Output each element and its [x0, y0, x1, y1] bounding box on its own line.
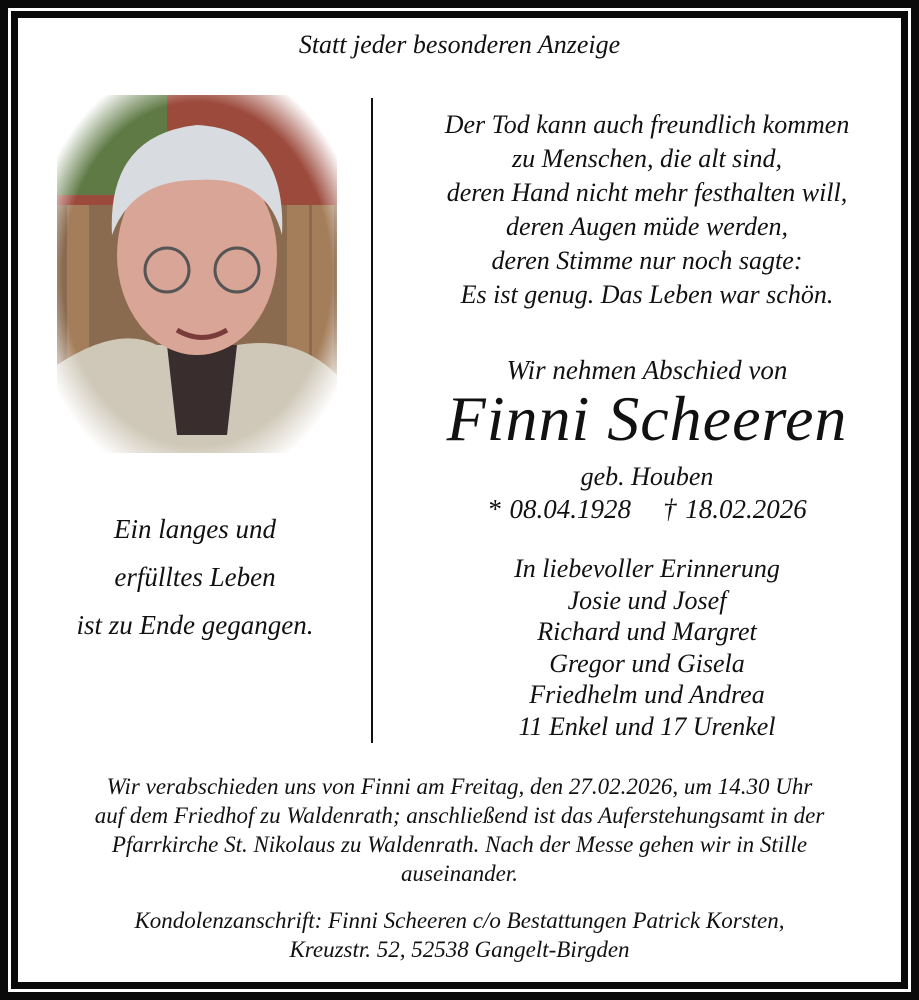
birth-name: geb. Houben: [580, 462, 714, 491]
quote-line: ist zu Ende gegangen.: [76, 610, 314, 640]
quote-line: erfülltes Leben: [114, 562, 276, 592]
condolence-address: [0, 906, 919, 964]
mourner-line: Friedhelm und Andrea: [529, 680, 765, 709]
poem-line: Der Tod kann auch freundlich kommen: [444, 110, 850, 139]
service-info: [0, 772, 919, 888]
address-line: Kreuzstr. 52, 52538 Gangelt-Birgden: [289, 937, 630, 962]
poem-line: Es ist genug. Das Leben war schön.: [460, 280, 834, 309]
service-line: Pfarrkirche St. Nikolaus zu Waldenrath. Nach der Messe gehen wir in Stille: [111, 832, 808, 857]
service-line: auseinander.: [401, 861, 518, 886]
life-quote: [30, 505, 360, 649]
poem-line: zu Menschen, die alt sind,: [511, 144, 783, 173]
life-dates: [375, 494, 919, 525]
mourner-line: Gregor und Gisela: [549, 648, 745, 678]
mourners-list: [375, 553, 919, 742]
death-date: † 18.02.2026: [663, 494, 807, 524]
poem-line: deren Stimme nur noch sagte:: [491, 246, 803, 275]
service-line: Wir verabschieden uns von Finni am Freitag, den 27.02.2026, um 14.30 Uhr: [106, 774, 813, 799]
birth-date: * 08.04.1928: [487, 494, 631, 524]
poem-line: deren Hand nicht mehr festhalten will,: [446, 178, 848, 207]
service-line: auf dem Friedhof zu Waldenrath; anschließend ist das Auferstehungsamt in der: [94, 803, 825, 828]
mourner-line: Richard und Margret: [537, 617, 757, 646]
address-line: Kondolenzanschrift: Finni Scheeren c/o Bestattungen Patrick Korsten,: [134, 908, 785, 933]
notice-heading: Statt jeder besonderen Anzeige: [298, 30, 621, 59]
poem-line: deren Augen müde werden,: [505, 212, 789, 241]
mourner-line: In liebevoller Erinnerung: [514, 554, 780, 583]
portrait-photo: [57, 95, 337, 453]
farewell-line: Wir nehmen Abschied von: [506, 355, 788, 385]
mourner-line: Josie und Josef: [567, 585, 727, 615]
column-divider: [371, 98, 373, 743]
mourner-line: 11 Enkel und 17 Urenkel: [518, 711, 776, 741]
quote-line: Ein langes und: [114, 514, 276, 544]
poem: [375, 108, 919, 312]
deceased-name: Finni Scheeren: [446, 383, 848, 454]
